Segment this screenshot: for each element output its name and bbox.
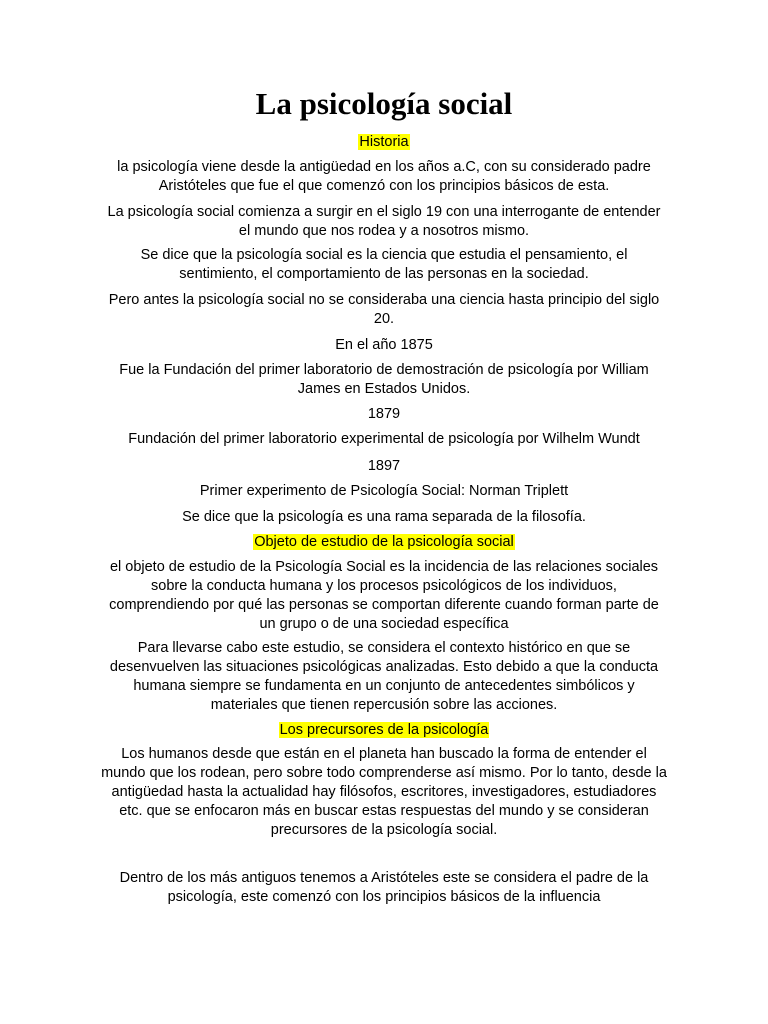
paragraph-precursores: Los humanos desde que están en el planeta han buscado la forma de entender el mundo que los rodean, pero sobre todo comprenderse así mismo. Por lo tanto, desde la antigüedad hasta la actualidad hay filósofos, escritores, investigadores, estudiadores etc. que se enfocaron más en buscar estas respuestas del mundo y se consideran precursores de la psicología social. [101, 746, 667, 838]
paragraph-triplett: Primer experimento de Psicología Social: Norman Triplett [199, 483, 569, 499]
section-heading-historia [100, 133, 668, 152]
paragraph-definicion: Se dice que la psicología social es la ciencia que estudia el pensamiento, el sentimiento, el comportamiento de las personas en la sociedad. [140, 247, 628, 282]
paragraph-siglo-19: La psicología social comienza a surgir en el siglo 19 con una interrogante de entender el mundo que nos rodea y a nosotros mismo. [107, 204, 661, 239]
section-heading-objeto [100, 533, 668, 552]
document-title: La psicología social [255, 86, 513, 121]
section-heading-precursores [100, 721, 668, 740]
paragraph-siglo-20: Pero antes la psicología social no se consideraba una ciencia hasta principio del siglo 20. [108, 292, 660, 327]
paragraph-objeto-estudio: el objeto de estudio de la Psicología Social es la incidencia de las relaciones sociales sobre la conducta humana y los procesos psicológicos de los individuos, comprendiendo por qué las personas se comportan diferente cuando forman parte de un grupo o de una sociedad específica [109, 559, 659, 632]
paragraph-filosofia: Se dice que la psicología es una rama separada de la filosofía. [182, 509, 586, 525]
section-heading-historia-text: Historia [359, 134, 409, 150]
paragraph-aristoteles: Dentro de los más antiguos tenemos a Aristóteles este se considera el padre de la psicología, este comenzó con los principios básicos de la influencia [119, 870, 649, 905]
paragraph-origen: la psicología viene desde la antigüedad en los años a.C, con su considerado padre Aristóteles que fue el que comenzó con los principios básicos de esta. [117, 159, 651, 194]
paragraph-william-james: Fue la Fundación del primer laboratorio de demostración de psicología por William James en Estados Unidos. [119, 362, 649, 397]
section-heading-objeto-text: Objeto de estudio de la psicología social [254, 534, 514, 550]
section-heading-precursores-text: Los precursores de la psicología [279, 722, 489, 738]
paragraph-anio-1875: En el año 1875 [335, 337, 433, 353]
paragraph-wundt: Fundación del primer laboratorio experimental de psicología por Wilhelm Wundt [128, 431, 640, 447]
paragraph-contexto-historico: Para llevarse cabo este estudio, se considera el contexto histórico en que se desenvuelven las situaciones psicológicas analizadas. Esto debido a que la conducta humana siempre se fundamenta en un conjunto de antecedentes simbólicos y materiales que tienen repercusión sobre las acciones. [109, 640, 659, 713]
paragraph-anio-1897: 1897 [367, 458, 401, 474]
paragraph-anio-1879: 1879 [367, 406, 401, 422]
